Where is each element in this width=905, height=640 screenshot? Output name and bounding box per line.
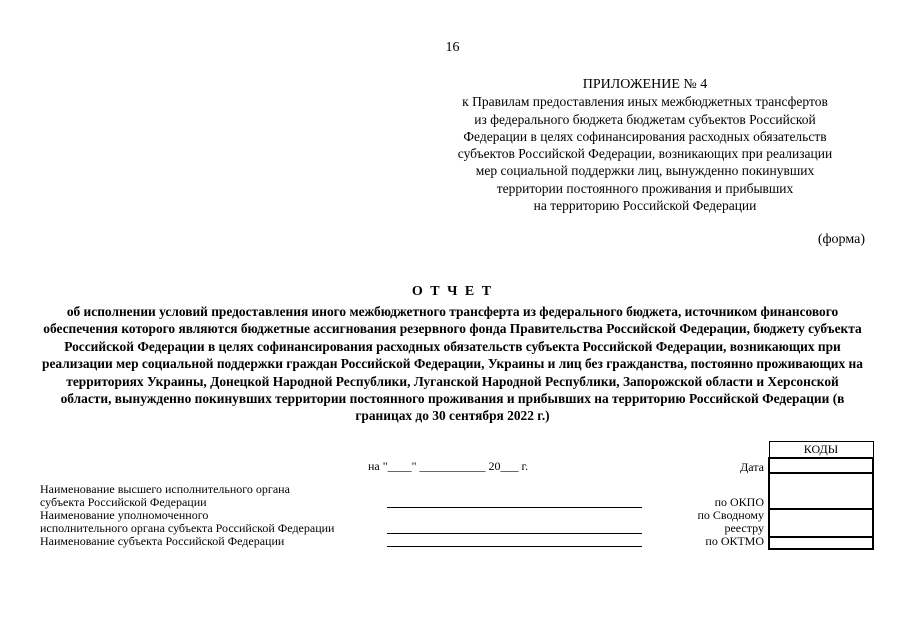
page-number: 16 <box>445 40 460 55</box>
higher-body-label: Наименование высшего исполнительного органа <box>40 482 290 496</box>
appendix-title: ПРИЛОЖЕНИЕ № 4 <box>582 77 708 92</box>
appendix-line: на территорию Российской Федерации <box>533 198 757 214</box>
registry-label: по Сводному <box>697 508 764 522</box>
authorized-body-field-line[interactable] <box>387 533 642 534</box>
authorized-body-label: Наименование уполномоченного <box>40 508 209 522</box>
higher-body-field-line[interactable] <box>387 507 642 508</box>
report-date-line: на "____" ___________ 20___ г. <box>368 459 529 473</box>
higher-body-label-2: субъекта Российской Федерации <box>40 495 207 509</box>
appendix-line: из федерального бюджета бюджетам субъектов Российской <box>474 111 816 127</box>
appendix-line: мер социальной поддержки лиц, вынужденно покинувших <box>475 163 815 179</box>
appendix-line: Федерации в целях софинансирования расходных обязательств <box>463 128 827 144</box>
date-code-cell[interactable] <box>769 458 873 473</box>
subject-name-field-line[interactable] <box>387 546 642 547</box>
codes-header: КОДЫ <box>769 442 873 459</box>
oktmo-label: по ОКТМО <box>705 534 764 548</box>
appendix-line: субъектов Российской Федерации, возникающих при реализации <box>457 146 833 162</box>
appendix-line: территории постоянного проживания и прибывших <box>496 180 794 196</box>
report-description: об исполнении условий предоставления иного межбюджетного трансферта из федерального бюджета, источником финансового обеспечения которого являются бюджетные ассигнования резервного фонда Правительства Российской Федерации, бюджету субъекта Российской Федерации в целях софинансирования расходных обязательств субъекта Российской Федерации, возникающих при реализации мер социальной поддержки граждан Российской Федерации, Украины и лиц без гражданства, постоянно проживающих на территориях Украины, Донецкой Народной Республики, Луганской Народной Республики, Запорожской области и Херсонской области, вынужденно покинувших территории постоянного проживания и прибывших на территорию Российской Федерации (в границах до 30 сентября 2022 г.) <box>42 304 863 424</box>
oktmo-code-cell[interactable] <box>769 537 873 549</box>
date-code-label: Дата <box>740 460 764 474</box>
registry-label-2: реестру <box>724 521 764 535</box>
okpo-code-cell[interactable] <box>769 473 873 509</box>
authorized-body-label-2: исполнительного органа субъекта Российской Федерации <box>40 521 335 535</box>
form-label: (форма) <box>817 232 865 247</box>
registry-code-cell[interactable] <box>769 509 873 537</box>
subject-name-label: Наименование субъекта Российской Федерации <box>40 534 285 548</box>
report-title: О Т Ч Е Т <box>411 284 494 299</box>
okpo-label: по ОКПО <box>714 495 764 509</box>
appendix-line: к Правилам предоставления иных межбюджетных трансфертов <box>462 94 828 110</box>
appendix-block <box>430 76 860 214</box>
codes-table <box>768 441 874 550</box>
